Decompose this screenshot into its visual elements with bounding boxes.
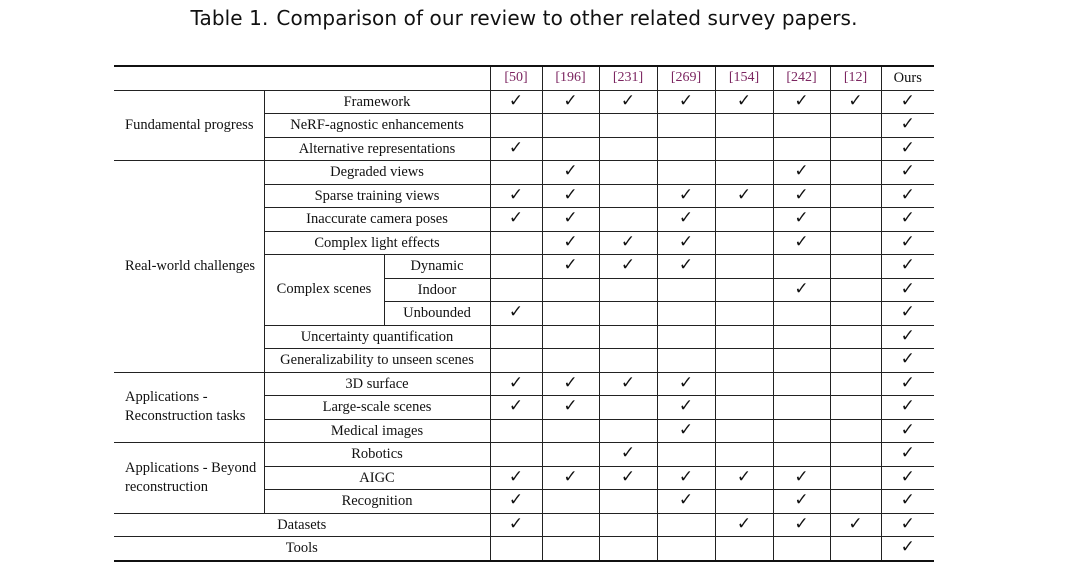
check-cell [773,466,830,490]
row-label: Degraded views [264,161,490,185]
checkmark-icon: ✓ [678,490,694,511]
check-cell [773,231,830,255]
check-cell [830,90,881,114]
checkmark-icon: ✓ [794,90,809,111]
check-cell [599,90,657,114]
column-header-ours: Ours [881,66,934,90]
check-cell [542,161,599,185]
check-cell [542,231,599,255]
checkmark-icon: ✓ [620,466,636,487]
checkmark-icon: ✓ [900,184,915,205]
check-cell [657,466,715,490]
check-cell [657,419,715,443]
check-cell [881,208,934,232]
check-cell [657,396,715,420]
check-cell [881,490,934,514]
checkmark-icon: ✓ [736,184,752,205]
check-cell [881,302,934,326]
check-cell [599,208,657,232]
check-cell [542,513,599,537]
checkmark-icon: ✓ [900,396,915,417]
check-cell [542,396,599,420]
checkmark-icon: ✓ [736,513,752,534]
checkmark-icon: ✓ [678,90,694,111]
check-cell [542,184,599,208]
check-cell [599,396,657,420]
checkmark-icon: ✓ [563,372,578,393]
checkmark-icon: ✓ [848,90,863,111]
row-label: Sparse training views [264,184,490,208]
check-cell [657,443,715,467]
check-cell [599,184,657,208]
check-cell [542,90,599,114]
checkmark-icon: ✓ [900,302,915,323]
row-label: Robotics [264,443,490,467]
check-cell [657,513,715,537]
check-cell [599,114,657,138]
checkmark-icon: ✓ [900,513,915,534]
check-cell [830,419,881,443]
checkmark-icon: ✓ [794,513,809,534]
check-cell [830,278,881,302]
checkmark-icon: ✓ [900,466,915,487]
checkmark-icon: ✓ [794,184,809,205]
check-cell [715,349,773,373]
table-row [114,443,934,467]
check-cell [881,137,934,161]
check-cell [490,372,542,396]
checkmark-icon: ✓ [678,231,694,252]
check-cell [773,302,830,326]
check-cell [715,466,773,490]
checkmark-icon: ✓ [900,208,915,229]
check-cell [490,90,542,114]
check-cell [830,184,881,208]
check-cell [599,372,657,396]
check-cell [715,90,773,114]
check-cell [773,349,830,373]
check-cell [881,161,934,185]
check-cell [773,278,830,302]
check-cell [715,137,773,161]
row-label: Dynamic [384,255,490,279]
check-cell [773,537,830,561]
checkmark-icon: ✓ [563,208,578,229]
check-cell [830,302,881,326]
check-cell [881,396,934,420]
check-cell [657,114,715,138]
checkmark-icon: ✓ [563,255,578,276]
checkmark-icon: ✓ [620,255,636,276]
checkmark-icon: ✓ [794,161,809,182]
category-app-beyond: Applications - Beyond reconstruction [114,443,264,514]
check-cell [715,208,773,232]
check-cell [715,443,773,467]
check-cell [881,466,934,490]
row-label: AIGC [264,466,490,490]
check-cell [881,325,934,349]
check-cell [715,302,773,326]
checkmark-icon: ✓ [508,184,524,205]
column-header: [12] [830,66,881,90]
checkmark-icon: ✓ [900,372,915,393]
check-cell [773,208,830,232]
check-cell [830,325,881,349]
check-cell [773,443,830,467]
check-cell [490,208,542,232]
check-cell [490,137,542,161]
table-row [114,537,934,561]
checkmark-icon: ✓ [900,278,915,299]
checkmark-icon: ✓ [563,396,578,417]
check-cell [830,372,881,396]
column-header: [154] [715,66,773,90]
checkmark-icon: ✓ [563,184,578,205]
check-cell [715,513,773,537]
check-cell [490,513,542,537]
check-cell [599,466,657,490]
check-cell [599,490,657,514]
check-cell [830,396,881,420]
check-cell [715,396,773,420]
category-fundamental: Fundamental progress [114,90,264,161]
category-realworld: Real-world challenges [114,161,264,373]
checkmark-icon: ✓ [900,114,915,135]
check-cell [542,443,599,467]
check-cell [773,513,830,537]
check-cell [599,443,657,467]
checkmark-icon: ✓ [900,231,915,252]
check-cell [830,490,881,514]
check-cell [830,208,881,232]
check-cell [542,255,599,279]
check-cell [657,349,715,373]
check-cell [657,90,715,114]
checkmark-icon: ✓ [678,255,694,276]
check-cell [881,231,934,255]
checkmark-icon: ✓ [508,137,524,158]
check-cell [830,349,881,373]
check-cell [773,114,830,138]
check-cell [715,161,773,185]
checkmark-icon: ✓ [620,231,636,252]
check-cell [773,255,830,279]
table-row [114,513,934,537]
check-cell [715,537,773,561]
table-row [114,161,934,185]
checkmark-icon: ✓ [508,302,524,323]
check-cell [657,278,715,302]
check-cell [715,114,773,138]
check-cell [542,372,599,396]
check-cell [657,490,715,514]
check-cell [490,302,542,326]
checkmark-icon: ✓ [563,161,578,182]
check-cell [881,372,934,396]
check-cell [715,255,773,279]
check-cell [830,443,881,467]
table-caption [0,6,1048,30]
checkmark-icon: ✓ [563,90,578,111]
check-cell [715,490,773,514]
checkmark-icon: ✓ [678,184,694,205]
check-cell [773,419,830,443]
checkmark-icon: ✓ [563,231,578,252]
check-cell [657,137,715,161]
check-cell [881,443,934,467]
checkmark-icon: ✓ [900,443,915,464]
check-cell [773,325,830,349]
check-cell [542,302,599,326]
row-label: Complex light effects [264,231,490,255]
check-cell [599,255,657,279]
check-cell [542,325,599,349]
checkmark-icon: ✓ [678,372,694,393]
row-label: Inaccurate camera poses [264,208,490,232]
row-label: Unbounded [384,302,490,326]
check-cell [490,490,542,514]
check-cell [599,419,657,443]
row-label: Large-scale scenes [264,396,490,420]
check-cell [881,349,934,373]
checkmark-icon: ✓ [848,513,863,534]
row-label: Generalizability to unseen scenes [264,349,490,373]
checkmark-icon: ✓ [736,466,752,487]
check-cell [881,419,934,443]
check-cell [657,161,715,185]
check-cell [715,419,773,443]
check-cell [599,537,657,561]
check-cell [490,396,542,420]
check-cell [830,255,881,279]
comparison-table [114,65,934,562]
checkmark-icon: ✓ [794,231,809,252]
check-cell [881,184,934,208]
category-app-reconstruction: Applications - Reconstruction tasks [114,372,264,443]
row-label: Alternative representations [264,137,490,161]
checkmark-icon: ✓ [900,325,915,346]
check-cell [830,513,881,537]
check-cell [657,231,715,255]
check-cell [599,349,657,373]
checkmark-icon: ✓ [900,537,915,558]
checkmark-icon: ✓ [563,466,578,487]
row-label: Indoor [384,278,490,302]
column-header: [50] [490,66,542,90]
check-cell [490,537,542,561]
subcategory-complex-scenes: Complex scenes [264,255,384,326]
checkmark-icon: ✓ [900,137,915,158]
check-cell [542,349,599,373]
check-cell [490,278,542,302]
check-cell [657,537,715,561]
checkmark-icon: ✓ [508,466,524,487]
check-cell [542,466,599,490]
check-cell [773,490,830,514]
check-cell [490,161,542,185]
check-cell [881,278,934,302]
row-label: Uncertainty quantification [264,325,490,349]
check-cell [657,208,715,232]
checkmark-icon: ✓ [900,490,915,511]
check-cell [657,255,715,279]
checkmark-icon: ✓ [508,372,524,393]
check-cell [490,255,542,279]
row-label: Tools [114,537,490,561]
check-cell [599,231,657,255]
check-cell [657,184,715,208]
check-cell [773,184,830,208]
header-blank [114,66,490,90]
check-cell [830,466,881,490]
check-cell [490,419,542,443]
check-cell [773,372,830,396]
check-cell [657,372,715,396]
table-caption-text: Comparison of our review to other related survey papers. [276,6,858,30]
check-cell [881,114,934,138]
check-cell [881,513,934,537]
checkmark-icon: ✓ [620,90,636,111]
row-label: Datasets [114,513,490,537]
check-cell [830,114,881,138]
check-cell [830,137,881,161]
check-cell [599,325,657,349]
column-header: [196] [542,66,599,90]
table-row [114,90,934,114]
checkmark-icon: ✓ [900,349,915,370]
check-cell [881,255,934,279]
checkmark-icon: ✓ [900,161,915,182]
check-cell [830,231,881,255]
check-cell [542,537,599,561]
check-cell [542,137,599,161]
check-cell [715,372,773,396]
row-label: Recognition [264,490,490,514]
check-cell [490,349,542,373]
check-cell [773,161,830,185]
column-header: [242] [773,66,830,90]
check-cell [599,161,657,185]
table-number: Table 1. [190,6,269,30]
checkmark-icon: ✓ [508,90,524,111]
row-label: Framework [264,90,490,114]
check-cell [599,302,657,326]
table-row [114,372,934,396]
checkmark-icon: ✓ [900,255,915,276]
check-cell [542,278,599,302]
check-cell [881,90,934,114]
check-cell [542,490,599,514]
check-cell [490,114,542,138]
checkmark-icon: ✓ [678,208,694,229]
check-cell [773,137,830,161]
check-cell [599,137,657,161]
row-label: Medical images [264,419,490,443]
check-cell [715,184,773,208]
check-cell [657,302,715,326]
checkmark-icon: ✓ [794,466,809,487]
checkmark-icon: ✓ [678,466,694,487]
checkmark-icon: ✓ [678,419,694,440]
check-cell [490,443,542,467]
checkmark-icon: ✓ [508,513,524,534]
check-cell [715,231,773,255]
check-cell [490,231,542,255]
checkmark-icon: ✓ [620,372,636,393]
checkmark-icon: ✓ [508,490,524,511]
check-cell [881,537,934,561]
check-cell [715,325,773,349]
checkmark-icon: ✓ [794,208,809,229]
checkmark-icon: ✓ [508,396,524,417]
check-cell [773,90,830,114]
header-row [114,66,934,90]
checkmark-icon: ✓ [678,396,694,417]
check-cell [599,278,657,302]
checkmark-icon: ✓ [900,419,915,440]
check-cell [599,513,657,537]
check-cell [542,208,599,232]
checkmark-icon: ✓ [508,208,524,229]
row-label: 3D surface [264,372,490,396]
check-cell [490,466,542,490]
check-cell [715,278,773,302]
checkmark-icon: ✓ [620,443,636,464]
check-cell [830,537,881,561]
checkmark-icon: ✓ [736,90,752,111]
check-cell [490,184,542,208]
check-cell [490,325,542,349]
row-label: NeRF-agnostic enhancements [264,114,490,138]
check-cell [542,419,599,443]
check-cell [657,325,715,349]
column-header: [269] [657,66,715,90]
column-header: [231] [599,66,657,90]
check-cell [542,114,599,138]
check-cell [830,161,881,185]
checkmark-icon: ✓ [900,90,915,111]
checkmark-icon: ✓ [794,278,809,299]
checkmark-icon: ✓ [794,490,809,511]
check-cell [773,396,830,420]
